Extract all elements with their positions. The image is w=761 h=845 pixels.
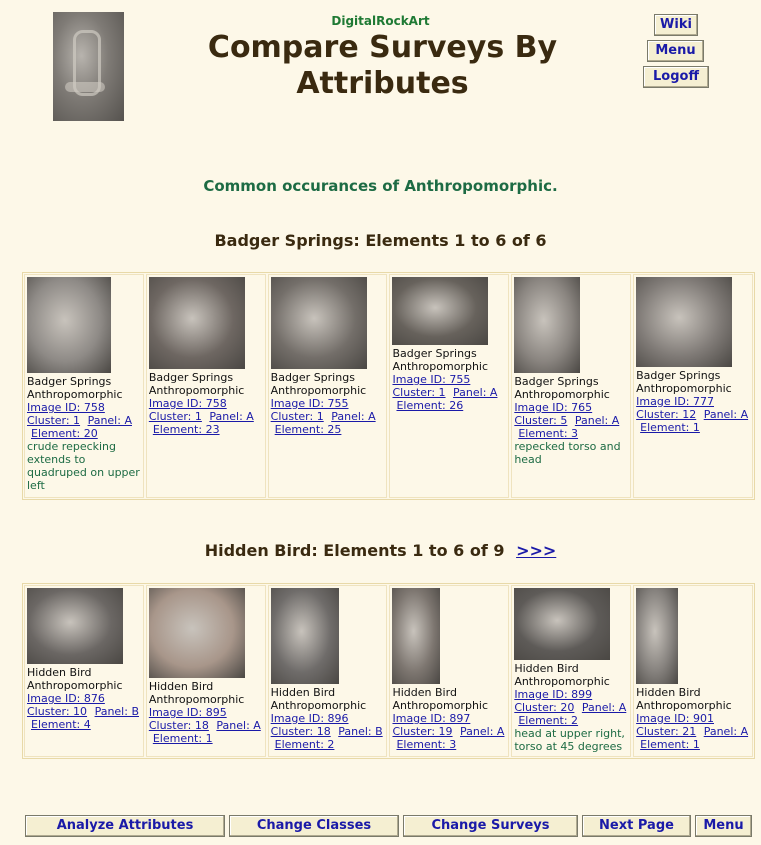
result-cell xyxy=(633,585,753,757)
element-link[interactable]: Element: 4 xyxy=(31,718,91,731)
petroglyph-thumbnail[interactable] xyxy=(271,588,339,684)
cluster-link[interactable]: Cluster: 1 xyxy=(392,386,446,399)
result-cell xyxy=(389,585,509,757)
survey-name: Badger Springs xyxy=(514,375,599,388)
section-title-text: Hidden Bird: Elements 1 to 6 of 9 xyxy=(204,541,505,560)
class-name: Anthropomorphic xyxy=(270,384,367,397)
petroglyph-thumbnail[interactable] xyxy=(514,277,580,373)
element-link[interactable]: Element: 1 xyxy=(640,738,700,751)
cluster-link[interactable]: Cluster: 1 xyxy=(148,410,202,423)
element-link[interactable]: Element: 26 xyxy=(396,399,464,412)
image-id-link[interactable]: Image ID: 755 xyxy=(270,397,349,410)
panel-link[interactable]: Panel: A xyxy=(216,719,261,732)
location-links xyxy=(392,386,506,412)
petroglyph-thumbnail[interactable] xyxy=(392,588,440,684)
change-surveys-button[interactable]: Change Surveys xyxy=(403,815,578,837)
class-name: Anthropomorphic xyxy=(514,388,610,401)
location-links xyxy=(271,410,385,436)
result-cell xyxy=(633,274,753,498)
section-title-hidden-bird xyxy=(0,541,761,560)
section-title-badger-springs xyxy=(0,231,761,250)
cluster-link[interactable]: Cluster: 10 xyxy=(27,705,88,718)
panel-link[interactable]: Panel: B xyxy=(338,725,383,738)
petroglyph-mark xyxy=(65,82,105,92)
element-note: crude repecking extends to quadruped on upper left xyxy=(27,440,140,492)
location-links xyxy=(149,719,263,745)
location-links xyxy=(514,414,628,440)
location-links xyxy=(271,725,385,751)
survey-name: Badger Springs xyxy=(27,375,112,388)
element-link[interactable]: Element: 20 xyxy=(31,427,98,440)
panel-link[interactable]: Panel: A xyxy=(209,410,254,423)
cluster-link[interactable]: Cluster: 19 xyxy=(392,725,453,738)
image-id-link[interactable]: Image ID: 901 xyxy=(636,712,714,725)
menu-button-bottom[interactable]: Menu xyxy=(695,815,752,837)
class-name: Anthropomorphic xyxy=(636,699,732,712)
panel-link[interactable]: Panel: A xyxy=(87,414,132,427)
image-id-link[interactable]: Image ID: 897 xyxy=(392,712,471,725)
result-cell xyxy=(511,585,631,757)
survey-name: Hidden Bird xyxy=(636,686,701,699)
change-classes-button[interactable]: Change Classes xyxy=(229,815,399,837)
location-links xyxy=(636,408,750,434)
site-name: DigitalRockArt xyxy=(331,14,430,28)
panel-link[interactable]: Panel: B xyxy=(94,705,139,718)
class-name: Anthropomorphic xyxy=(514,675,610,688)
petroglyph-thumbnail[interactable] xyxy=(392,277,488,345)
panel-link[interactable]: Panel: A xyxy=(703,408,749,421)
petroglyph-thumbnail[interactable] xyxy=(636,277,732,367)
result-cell xyxy=(511,274,631,498)
petroglyph-thumbnail[interactable] xyxy=(514,588,610,660)
cluster-link[interactable]: Cluster: 5 xyxy=(514,414,568,427)
survey-name: Badger Springs xyxy=(148,371,234,384)
result-cell xyxy=(268,585,388,757)
class-name: Anthropomorphic xyxy=(27,388,123,401)
element-link[interactable]: Element: 2 xyxy=(518,714,579,727)
element-note: head at upper right, torso at 45 degrees xyxy=(514,727,625,753)
panel-link[interactable]: Panel: A xyxy=(581,701,627,714)
image-id-link[interactable]: Image ID: 899 xyxy=(514,688,593,701)
cluster-link[interactable]: Cluster: 1 xyxy=(27,414,81,427)
page-title: Compare Surveys By Attributes xyxy=(207,30,558,101)
section-title-text: Badger Springs: Elements 1 to 6 of 6 xyxy=(214,231,547,250)
cluster-link[interactable]: Cluster: 18 xyxy=(270,725,331,738)
logoff-button[interactable]: Logoff xyxy=(643,66,709,88)
image-id-link[interactable]: Image ID: 895 xyxy=(148,706,227,719)
survey-name: Hidden Bird xyxy=(270,686,336,699)
petroglyph-thumbnail[interactable] xyxy=(636,588,678,684)
survey-name: Hidden Bird xyxy=(392,686,457,699)
panel-link[interactable]: Panel: A xyxy=(703,725,749,738)
cluster-link[interactable]: Cluster: 21 xyxy=(636,725,697,738)
image-id-link[interactable]: Image ID: 758 xyxy=(148,397,227,410)
element-link[interactable]: Element: 3 xyxy=(396,738,457,751)
results-grid-badger-springs xyxy=(22,272,755,500)
next-elements-link[interactable]: >>> xyxy=(516,541,557,560)
wiki-button[interactable]: Wiki xyxy=(654,14,698,36)
cluster-link[interactable]: Cluster: 18 xyxy=(148,719,209,732)
element-link[interactable]: Element: 25 xyxy=(274,423,342,436)
location-links xyxy=(636,725,750,751)
class-name: Anthropomorphic xyxy=(27,679,123,692)
panel-link[interactable]: Panel: A xyxy=(331,410,376,423)
location-links xyxy=(392,725,506,751)
location-links xyxy=(149,410,263,436)
class-name: Anthropomorphic xyxy=(270,699,367,712)
petroglyph-thumbnail[interactable] xyxy=(149,588,245,678)
class-name: Anthropomorphic xyxy=(148,693,245,706)
survey-name: Hidden Bird xyxy=(27,666,92,679)
panel-link[interactable]: Panel: A xyxy=(460,725,505,738)
image-id-link[interactable]: Image ID: 755 xyxy=(392,373,471,386)
class-name: Anthropomorphic xyxy=(392,360,489,373)
panel-link[interactable]: Panel: A xyxy=(574,414,620,427)
result-cell xyxy=(146,274,266,498)
class-name: Anthropomorphic xyxy=(636,382,732,395)
element-link[interactable]: Element: 3 xyxy=(518,427,579,440)
analyze-attributes-button[interactable]: Analyze Attributes xyxy=(25,815,225,837)
panel-link[interactable]: Panel: A xyxy=(453,386,498,399)
menu-button-top[interactable]: Menu xyxy=(647,40,704,62)
image-id-link[interactable]: Image ID: 765 xyxy=(514,401,593,414)
element-link[interactable]: Element: 1 xyxy=(152,732,213,745)
cluster-link[interactable]: Cluster: 12 xyxy=(636,408,697,421)
cluster-link[interactable]: Cluster: 1 xyxy=(270,410,324,423)
petroglyph-thumbnail[interactable] xyxy=(27,277,111,373)
class-name: Anthropomorphic xyxy=(148,384,245,397)
survey-name: Badger Springs xyxy=(270,371,355,384)
cluster-link[interactable]: Cluster: 20 xyxy=(514,701,575,714)
page-subtitle: Common occurances of Anthropomorphic. xyxy=(203,177,558,195)
image-id-link[interactable]: Image ID: 777 xyxy=(636,395,714,408)
petroglyph-thumbnail[interactable] xyxy=(149,277,245,369)
survey-name: Hidden Bird xyxy=(514,662,579,675)
petroglyph-thumbnail[interactable] xyxy=(271,277,367,369)
survey-name: Badger Springs xyxy=(392,347,477,360)
results-grid-hidden-bird xyxy=(22,583,755,759)
result-cell xyxy=(389,274,509,498)
element-link[interactable]: Element: 2 xyxy=(274,738,335,751)
element-note: repecked torso and head xyxy=(514,440,621,466)
location-links xyxy=(514,701,628,727)
class-name: Anthropomorphic xyxy=(392,699,489,712)
result-cell xyxy=(24,585,144,757)
image-id-link[interactable]: Image ID: 758 xyxy=(27,401,105,414)
result-cell xyxy=(146,585,266,757)
element-link[interactable]: Element: 1 xyxy=(640,421,700,434)
location-links xyxy=(27,414,141,440)
location-links xyxy=(27,705,141,731)
result-cell xyxy=(268,274,388,498)
image-id-link[interactable]: Image ID: 876 xyxy=(27,692,105,705)
element-link[interactable]: Element: 23 xyxy=(152,423,220,436)
image-id-link[interactable]: Image ID: 896 xyxy=(270,712,349,725)
survey-name: Badger Springs xyxy=(636,369,721,382)
survey-name: Hidden Bird xyxy=(148,680,214,693)
petroglyph-thumbnail[interactable] xyxy=(27,588,123,664)
result-cell xyxy=(24,274,144,498)
next-page-button[interactable]: Next Page xyxy=(582,815,691,837)
logo-image xyxy=(53,12,124,121)
